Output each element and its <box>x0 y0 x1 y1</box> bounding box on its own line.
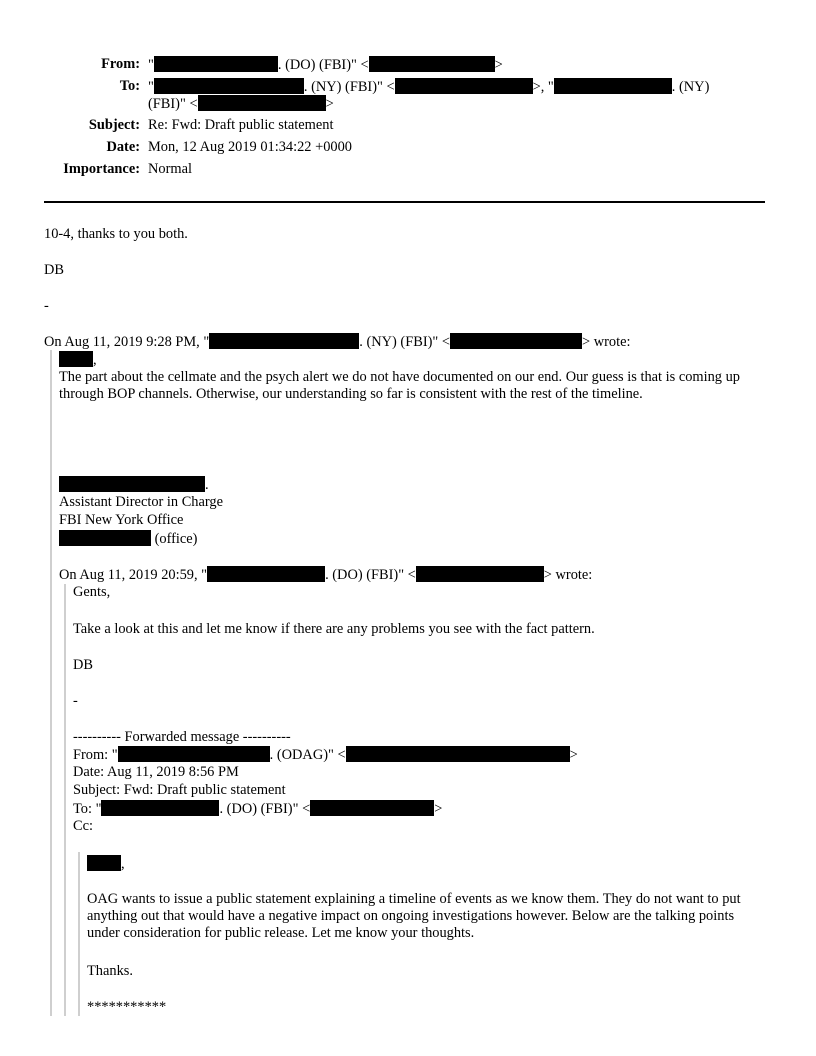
to-value-line1: " . (NY) (FBI)" < >, " . (NY) <box>148 79 710 95</box>
forwarded-date: Date: Aug 11, 2019 8:56 PM <box>73 764 239 780</box>
reply-signature: DB <box>44 262 64 278</box>
date-value: Mon, 12 Aug 2019 01:34:22 +0000 <box>148 139 352 155</box>
importance-value: Normal <box>148 161 192 177</box>
redaction-block <box>416 566 544 582</box>
redaction-block <box>450 333 582 349</box>
redaction-block <box>87 855 121 871</box>
quote1-paragraph: The part about the cellmate and the psych alert we do not have documented on our end. Our guess is that is coming up through BOP channels. Otherwise, our understanding so far is consistent with the rest of the timeline. <box>59 369 740 402</box>
redaction-block <box>310 800 434 816</box>
redaction-block <box>369 56 495 72</box>
quote1-greeting: , <box>59 351 97 369</box>
redaction-block <box>154 56 278 72</box>
redaction-block <box>395 78 533 94</box>
quote1-attribution: On Aug 11, 2019 9:28 PM, " . (NY) (FBI)" < > wrote: <box>44 334 631 350</box>
redaction-block <box>554 78 672 94</box>
quote2-dash: - <box>73 693 78 709</box>
forwarded-header: ---------- Forwarded message ---------- <box>73 729 291 745</box>
quote2-signature: DB <box>73 657 93 673</box>
importance-label: Importance: <box>63 161 140 177</box>
quote3-paragraph: OAG wants to issue a public statement explaining a timeline of events as we know them. They do not want to put anything out that would have a negative impact on ongoing investigations however. Below are the talking points under consideration for public release. Let me know your thoughts. <box>87 891 741 941</box>
reply-line: 10-4, thanks to you both. <box>44 226 188 242</box>
subject-value: Re: Fwd: Draft public statement <box>148 117 334 133</box>
date-label: Date: <box>106 139 140 155</box>
subject-label: Subject: <box>88 117 140 133</box>
redaction-block <box>207 566 325 582</box>
redaction-block <box>101 800 219 816</box>
redaction-block <box>118 746 270 762</box>
quote3-separator: *********** <box>87 999 167 1015</box>
redaction-block <box>346 746 570 762</box>
redaction-block <box>198 95 326 111</box>
to-label: To: <box>119 78 140 94</box>
quote3-thanks: Thanks. <box>87 963 133 979</box>
redaction-block <box>59 530 151 546</box>
redaction-block <box>154 78 304 94</box>
quote1-signature-title: Assistant Director in Charge <box>59 494 223 510</box>
quote-bar-level2 <box>64 584 66 1016</box>
quote3-greeting: , <box>87 855 125 873</box>
quote2-paragraph: Take a look at this and let me know if there are any problems you see with the fact pattern. <box>73 621 595 637</box>
quote1-signature-phone: (office) <box>59 530 197 548</box>
redaction-block <box>209 333 359 349</box>
redaction-block <box>59 351 93 367</box>
quote1-signature-office: FBI New York Office <box>59 512 184 528</box>
reply-dash: - <box>44 298 49 314</box>
forwarded-subject: Subject: Fwd: Draft public statement <box>73 782 286 798</box>
header-divider <box>44 201 765 203</box>
from-label: From: <box>101 56 140 72</box>
redaction-block <box>59 476 205 492</box>
forwarded-from: From: " . (ODAG)" < > <box>73 747 578 763</box>
quote1-signature-name: . <box>59 476 209 494</box>
quote2-attribution: On Aug 11, 2019 20:59, " . (DO) (FBI)" < > wrote: <box>59 567 593 583</box>
forwarded-to: To: " . (DO) (FBI)" < > <box>73 801 443 817</box>
to-value-line2: (FBI)" < > <box>148 96 334 112</box>
quote2-greeting: Gents, <box>73 584 111 600</box>
quote-bar-level1 <box>50 350 52 1016</box>
from-value: " . (DO) (FBI)" < > <box>148 57 503 73</box>
quote-bar-level3 <box>78 852 80 1016</box>
forwarded-cc: Cc: <box>73 818 93 834</box>
